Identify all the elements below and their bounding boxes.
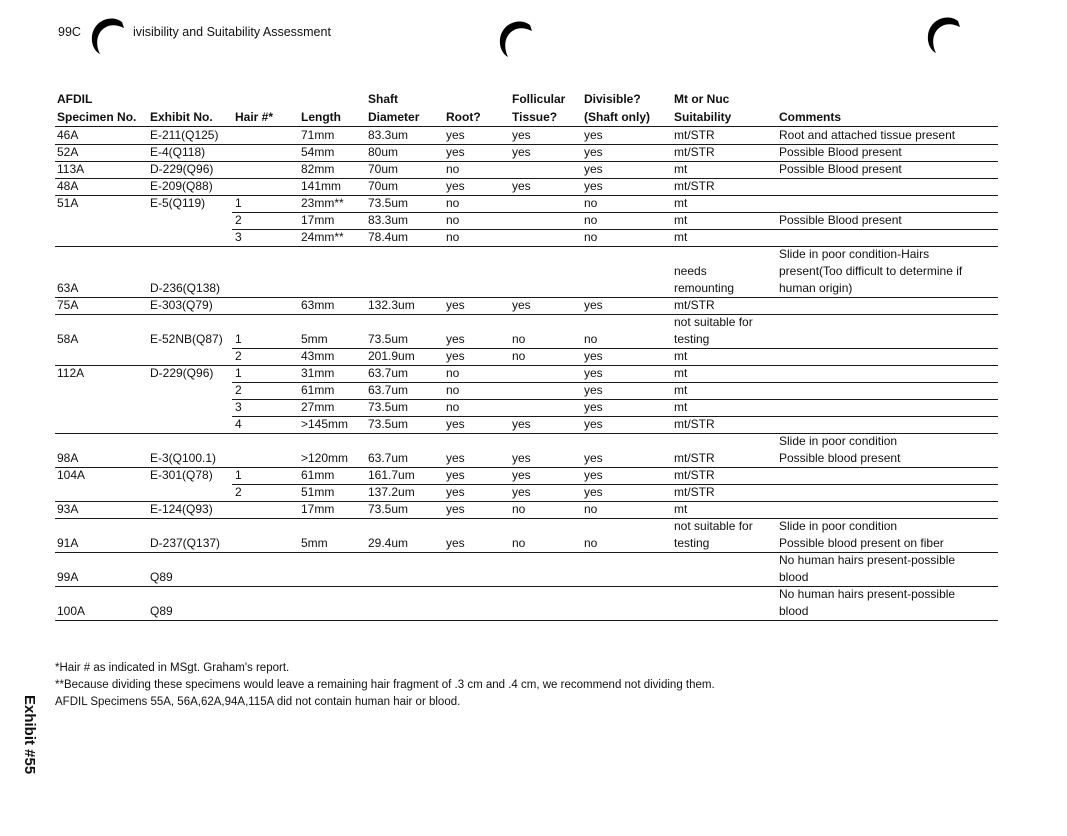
cell-length: 17mm: [301, 502, 335, 516]
cell-diameter: 63.7um: [368, 383, 409, 397]
subrow-rule: [232, 399, 998, 400]
cell-divisible: yes: [584, 383, 603, 397]
cell-root: no: [446, 162, 460, 176]
cell-length: >120mm: [301, 451, 349, 465]
cell-exhibit: Q89: [150, 604, 173, 618]
cell-divisible: yes: [584, 128, 603, 142]
cell-length: 24mm**: [301, 230, 344, 244]
cell-diameter: 73.5um: [368, 417, 409, 431]
cell-divisible: yes: [584, 468, 603, 482]
cell-specimen: 52A: [57, 145, 79, 159]
cell-length: 5mm: [301, 332, 328, 346]
cell-divisible: yes: [584, 366, 603, 380]
cell-hair: 3: [235, 400, 242, 414]
cell-exhibit: E-209(Q88): [150, 179, 213, 193]
punch-hole-mark: [494, 17, 538, 61]
cell-suitability: not suitable for: [674, 519, 753, 533]
cell-divisible: yes: [584, 349, 603, 363]
cell-suitability: mt/STR: [674, 451, 715, 465]
cell-exhibit: E-5(Q119): [150, 196, 206, 210]
cell-root: yes: [446, 349, 465, 363]
cell-follicular: yes: [512, 468, 531, 482]
cell-divisible: no: [584, 213, 598, 227]
cell-hair: 2: [235, 383, 242, 397]
cell-comments: Possible blood present: [779, 451, 901, 465]
cell-follicular: no: [512, 349, 526, 363]
column-header-comments: Comments: [779, 110, 842, 124]
cell-length: 71mm: [301, 128, 335, 142]
cell-comments: Possible Blood present: [779, 213, 902, 227]
cell-comments: blood: [779, 604, 809, 618]
cell-length: 51mm: [301, 485, 335, 499]
cell-hair: 4: [235, 417, 242, 431]
cell-comments: Possible Blood present: [779, 162, 902, 176]
cell-suitability: testing: [674, 332, 710, 346]
cell-length: 82mm: [301, 162, 335, 176]
cell-root: yes: [446, 536, 465, 550]
cell-suitability: mt: [674, 383, 688, 397]
cell-exhibit: E-211(Q125): [150, 128, 219, 142]
cell-divisible: no: [584, 502, 598, 516]
cell-hair: 2: [235, 349, 242, 363]
cell-specimen: 58A: [57, 332, 79, 346]
cell-comments: Possible Blood present: [779, 145, 902, 159]
cell-specimen: 112A: [57, 366, 85, 380]
cell-hair: 2: [235, 485, 242, 499]
cell-exhibit: E-52NB(Q87): [150, 332, 223, 346]
cell-hair: 2: [235, 213, 242, 227]
cell-specimen: 48A: [57, 179, 79, 193]
cell-divisible: yes: [584, 162, 603, 176]
cell-specimen: 51A: [57, 196, 79, 210]
cell-root: no: [446, 366, 460, 380]
row-rule: [55, 314, 998, 315]
cell-diameter: 63.7um: [368, 366, 409, 380]
cell-diameter: 78.4um: [368, 230, 409, 244]
punch-hole-mark: [922, 13, 966, 57]
cell-diameter: 73.5um: [368, 196, 409, 210]
cell-root: no: [446, 383, 460, 397]
cell-root: yes: [446, 179, 465, 193]
cell-suitability: mt: [674, 349, 688, 363]
column-header-hair: Hair #*: [235, 110, 274, 124]
footnote-hair-number: *Hair # as indicated in MSgt. Graham's report.: [55, 662, 290, 674]
column-header-divisible-line1: Divisible?: [584, 92, 641, 106]
cell-follicular: yes: [512, 179, 531, 193]
cell-comments: Slide in poor condition-Hairs: [779, 247, 930, 261]
cell-exhibit: D-229(Q96): [150, 162, 214, 176]
cell-divisible: no: [584, 230, 598, 244]
cell-suitability: remounting: [674, 281, 735, 295]
subrow-rule: [232, 348, 998, 349]
cell-diameter: 83.3um: [368, 128, 409, 142]
cell-length: 23mm**: [301, 196, 344, 210]
cell-exhibit: Q89: [150, 570, 173, 584]
cell-divisible: no: [584, 536, 598, 550]
cell-hair: 1: [235, 332, 242, 346]
cell-diameter: 80um: [368, 145, 399, 159]
cell-root: no: [446, 213, 460, 227]
cell-diameter: 137.2um: [368, 485, 415, 499]
cell-length: 54mm: [301, 145, 335, 159]
cell-comments: Slide in poor condition: [779, 434, 898, 448]
cell-hair: 1: [235, 468, 242, 482]
cell-divisible: yes: [584, 485, 603, 499]
title-prefix: 99C: [58, 25, 81, 39]
cell-hair: 1: [235, 366, 242, 380]
cell-divisible: yes: [584, 451, 603, 465]
cell-root: yes: [446, 502, 465, 516]
cell-divisible: no: [584, 332, 598, 346]
cell-diameter: 73.5um: [368, 502, 409, 516]
column-header-root: Root?: [446, 110, 481, 124]
cell-length: 63mm: [301, 298, 335, 312]
cell-follicular: yes: [512, 451, 531, 465]
column-header-suitability-line1: Mt or Nuc: [674, 92, 730, 106]
cell-diameter: 63.7um: [368, 451, 409, 465]
cell-divisible: yes: [584, 400, 603, 414]
column-header-divisible: (Shaft only): [584, 110, 650, 124]
cell-exhibit: E-303(Q79): [150, 298, 213, 312]
cell-follicular: no: [512, 502, 526, 516]
column-header-suitability: Suitability: [674, 110, 732, 124]
cell-hair: 1: [235, 196, 242, 210]
cell-length: 31mm: [301, 366, 335, 380]
cell-suitability: not suitable for: [674, 315, 753, 329]
cell-follicular: yes: [512, 417, 531, 431]
column-header-diameter: Diameter: [368, 110, 420, 124]
cell-length: >145mm: [301, 417, 349, 431]
cell-suitability: testing: [674, 536, 710, 550]
cell-comments: Possible blood present on fiber: [779, 536, 944, 550]
cell-follicular: no: [512, 536, 526, 550]
cell-root: yes: [446, 417, 465, 431]
cell-exhibit: E-124(Q93): [150, 502, 213, 516]
cell-diameter: 29.4um: [368, 536, 409, 550]
cell-exhibit: E-301(Q78): [150, 468, 213, 482]
cell-suitability: mt: [674, 366, 688, 380]
cell-follicular: no: [512, 332, 526, 346]
footnote-excluded-specimens: AFDIL Specimens 55A, 56A,62A,94A,115A did not contain human hair or blood.: [55, 696, 461, 708]
cell-exhibit: D-229(Q96): [150, 366, 214, 380]
footnote-dividing: **Because dividing these specimens would leave a remaining hair fragment of .3 cm and .4 cm, we recommend not dividing them.: [55, 679, 715, 691]
cell-root: yes: [446, 128, 465, 142]
column-header-length: Length: [301, 110, 341, 124]
cell-suitability: mt: [674, 502, 688, 516]
subrow-rule: [232, 229, 998, 230]
cell-divisible: yes: [584, 179, 603, 193]
cell-diameter: 132.3um: [368, 298, 415, 312]
cell-specimen: 100A: [57, 604, 86, 618]
punch-hole-mark: [86, 14, 130, 58]
cell-diameter: 83.3um: [368, 213, 409, 227]
subrow-rule: [232, 484, 998, 485]
cell-suitability: needs: [674, 264, 707, 278]
cell-follicular: yes: [512, 128, 531, 142]
cell-root: yes: [446, 298, 465, 312]
title-text: ivisibility and Suitability Assessment: [132, 25, 331, 39]
subrow-rule: [232, 382, 998, 383]
cell-exhibit: D-236(Q138): [150, 281, 221, 295]
cell-suitability: mt/STR: [674, 485, 715, 499]
cell-suitability: mt: [674, 162, 688, 176]
cell-specimen: 63A: [57, 281, 79, 295]
cell-exhibit: D-237(Q137): [150, 536, 221, 550]
cell-root: no: [446, 400, 460, 414]
column-header-follicular: Tissue?: [512, 110, 558, 124]
cell-specimen: 113A: [57, 162, 85, 176]
column-header-diameter-line1: Shaft: [368, 92, 398, 106]
cell-length: 5mm: [301, 536, 328, 550]
cell-length: 141mm: [301, 179, 342, 193]
cell-length: 17mm: [301, 213, 335, 227]
cell-root: yes: [446, 332, 465, 346]
cell-length: 43mm: [301, 349, 335, 363]
cell-length: 61mm: [301, 468, 335, 482]
cell-comments: No human hairs present-possible: [779, 587, 956, 601]
cell-root: no: [446, 196, 460, 210]
cell-divisible: yes: [584, 298, 603, 312]
cell-comments: blood: [779, 570, 809, 584]
cell-exhibit: E-4(Q118): [150, 145, 206, 159]
cell-length: 61mm: [301, 383, 335, 397]
cell-suitability: mt/STR: [674, 179, 715, 193]
cell-divisible: no: [584, 196, 598, 210]
cell-suitability: mt: [674, 400, 688, 414]
cell-specimen: 91A: [57, 536, 79, 550]
cell-suitability: mt: [674, 196, 688, 210]
cell-diameter: 201.9um: [368, 349, 415, 363]
row-rule: [55, 620, 998, 621]
cell-suitability: mt: [674, 213, 688, 227]
cell-comments: present(Too difficult to determine if: [779, 264, 963, 278]
cell-comments: No human hairs present-possible: [779, 553, 956, 567]
cell-follicular: yes: [512, 485, 531, 499]
cell-specimen: 93A: [57, 502, 79, 516]
cell-follicular: yes: [512, 298, 531, 312]
cell-exhibit: E-3(Q100.1): [150, 451, 217, 465]
cell-comments: Root and attached tissue present: [779, 128, 956, 142]
cell-root: yes: [446, 451, 465, 465]
cell-specimen: 46A: [57, 128, 79, 142]
cell-diameter: 73.5um: [368, 332, 409, 346]
column-header-exhibit: Exhibit No.: [150, 110, 213, 124]
cell-suitability: mt/STR: [674, 468, 715, 482]
cell-specimen: 104A: [57, 468, 86, 482]
column-header-follicular-line1: Follicular: [512, 92, 566, 106]
cell-specimen: 99A: [57, 570, 79, 584]
cell-root: yes: [446, 145, 465, 159]
cell-suitability: mt/STR: [674, 128, 715, 142]
cell-suitability: mt/STR: [674, 298, 715, 312]
cell-suitability: mt: [674, 230, 688, 244]
exhibit-label: Exhibit #55: [21, 695, 38, 775]
cell-divisible: yes: [584, 417, 603, 431]
cell-length: 27mm: [301, 400, 335, 414]
cell-specimen: 98A: [57, 451, 79, 465]
column-header-specimen: Specimen No.: [57, 110, 137, 124]
cell-comments: human origin): [779, 281, 853, 295]
cell-root: no: [446, 230, 460, 244]
cell-diameter: 73.5um: [368, 400, 409, 414]
column-header-specimen-line1: AFDIL: [57, 92, 93, 106]
cell-root: yes: [446, 468, 465, 482]
cell-divisible: yes: [584, 145, 603, 159]
cell-hair: 3: [235, 230, 242, 244]
cell-follicular: yes: [512, 145, 531, 159]
cell-diameter: 70um: [368, 162, 399, 176]
cell-suitability: mt/STR: [674, 417, 715, 431]
cell-comments: Slide in poor condition: [779, 519, 898, 533]
cell-diameter: 70um: [368, 179, 399, 193]
cell-diameter: 161.7um: [368, 468, 415, 482]
cell-root: yes: [446, 485, 465, 499]
cell-specimen: 75A: [57, 298, 79, 312]
cell-suitability: mt/STR: [674, 145, 715, 159]
